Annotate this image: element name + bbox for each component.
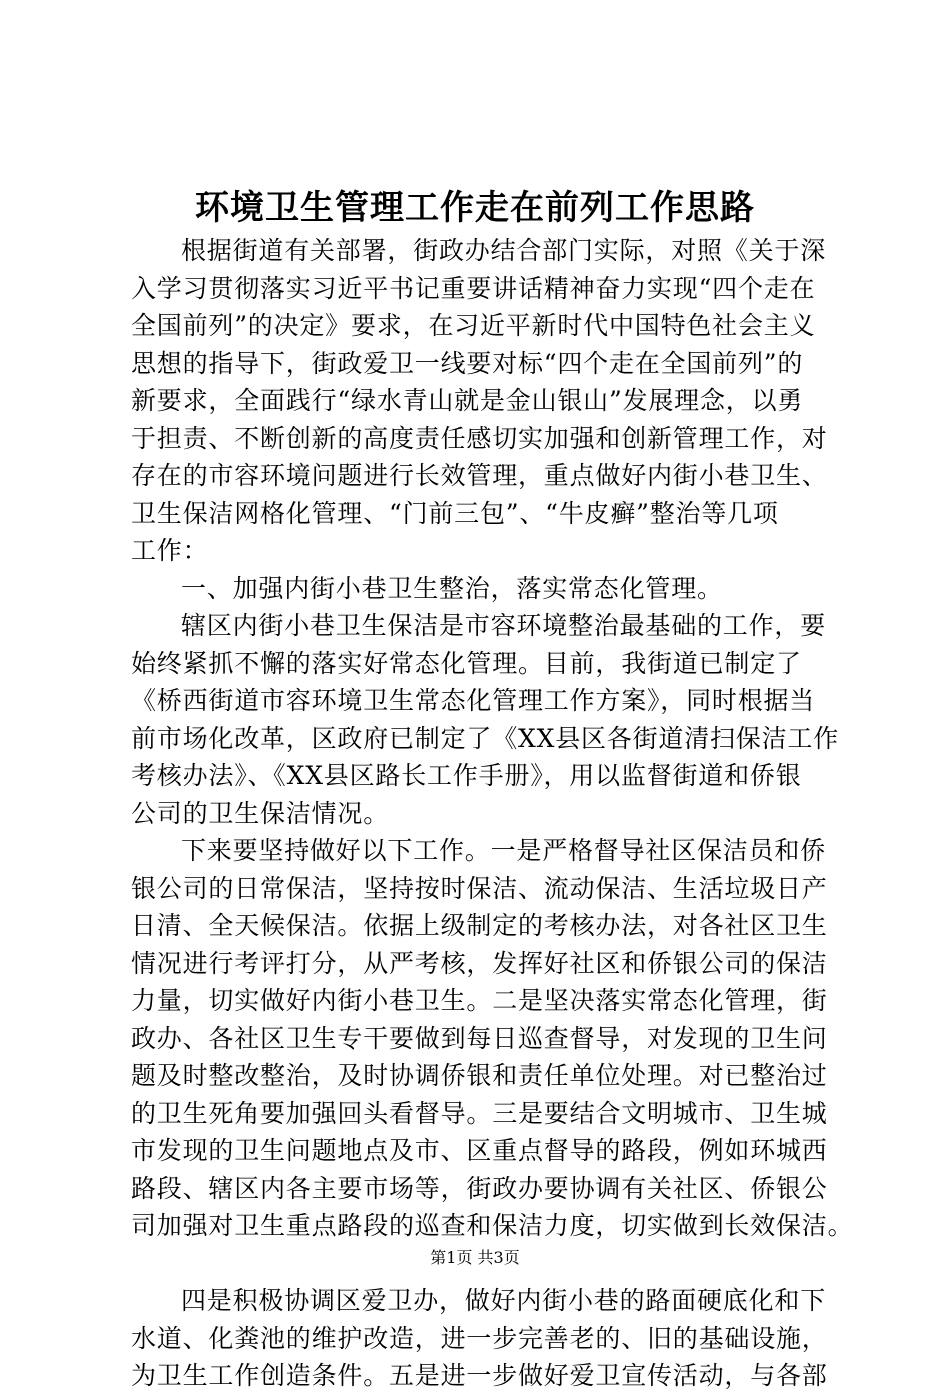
text-line: 四是积极协调区爱卫办，做好内街小巷的路面硬底化和下 <box>181 1286 827 1315</box>
document-title: 环境卫生管理工作走在前列工作思路 <box>195 188 755 228</box>
document-body <box>131 232 854 1395</box>
text-line: 入学习贯彻落实习近平书记重要讲话精神奋力实现“四个走在 <box>131 273 816 303</box>
text-line: 存在的市容环境问题进行长效管理，重点做好内街小巷卫生、 <box>131 461 828 490</box>
text-line: 卫生保洁网格化管理、“门前三包”、“牛皮癣”整治等几项 <box>131 498 779 528</box>
text-line: 根据街道有关部署，街政办结合部门实际，对照《关于深 <box>181 236 827 265</box>
text-line: 银公司的日常保洁，坚持按时保洁、流动保洁、生活垃圾日产 <box>131 873 828 903</box>
text-line: 始终紧抓不懈的落实好常态化管理。目前，我街道已制定了 <box>131 648 802 678</box>
text-line: 力量，切实做好内街小巷卫生。二是坚决落实常态化管理，街 <box>131 986 828 1015</box>
text-line: 公司的卫生保洁情况。 <box>131 798 390 828</box>
text-line: 情况进行考评打分，从严考核，发挥好社区和侨银公司的保洁 <box>131 948 828 978</box>
text-line: 思想的指导下，街政爱卫一线要对标“四个走在全国前列”的 <box>131 348 804 378</box>
text-line: 新要求，全面践行“绿水青山就是金山银山”发展理念，以勇 <box>131 386 804 415</box>
text-line: 水道、化粪池的维护改造，进一步完善老的、旧的基础设施， <box>131 1323 828 1353</box>
text-line: 司加强对卫生重点路段的巡查和保洁力度，切实做到长效保洁。 <box>131 1211 854 1240</box>
text-line: 市发现的卫生问题地点及市、区重点督导的路段，例如环城西 <box>131 1136 828 1165</box>
section-heading: 一、加强内街小巷卫生整治，落实常态化管理。 <box>181 573 723 603</box>
text-line: 于担责、不断创新的高度责任感切实加强和创新管理工作，对 <box>131 423 828 453</box>
text-line: 下来要坚持做好以下工作。一是严格督导社区保洁员和侨 <box>181 836 827 865</box>
text-line: 题及时整改整治，及时协调侨银和责任单位处理。对已整治过 <box>131 1061 828 1090</box>
text-line: 为卫生工作创造条件。五是进一步做好爱卫宣传活动，与各部 <box>131 1361 828 1390</box>
text-line: 考核办法》、《XX县区路长工作手册》，用以监督街道和侨银 <box>131 761 802 790</box>
page-footer: 第1页 共3页 <box>430 1248 520 1267</box>
text-line: 工作： <box>131 536 209 565</box>
text-line: 前市场化改革，区政府已制定了《XX县区各街道清扫保洁工作 <box>131 723 839 753</box>
text-line: 政办、各社区卫生专干要做到每日巡查督导，对发现的卫生问 <box>131 1023 828 1053</box>
text-line: 的卫生死角要加强回头看督导。三是要结合文明城市、卫生城 <box>131 1098 828 1128</box>
text-line: 全国前列”的决定》要求，在习近平新时代中国特色社会主义 <box>131 311 816 340</box>
text-line: 辖区内街小巷卫生保洁是市容环境整治最基础的工作，要 <box>181 611 827 640</box>
text-line: 《桥西街道市容环境卫生常态化管理工作方案》，同时根据当 <box>131 686 816 715</box>
text-line: 路段、辖区内各主要市场等，街政办要协调有关社区、侨银公 <box>131 1173 828 1203</box>
text-line: 日清、全天候保洁。依据上级制定的考核办法，对各社区卫生 <box>131 911 828 940</box>
